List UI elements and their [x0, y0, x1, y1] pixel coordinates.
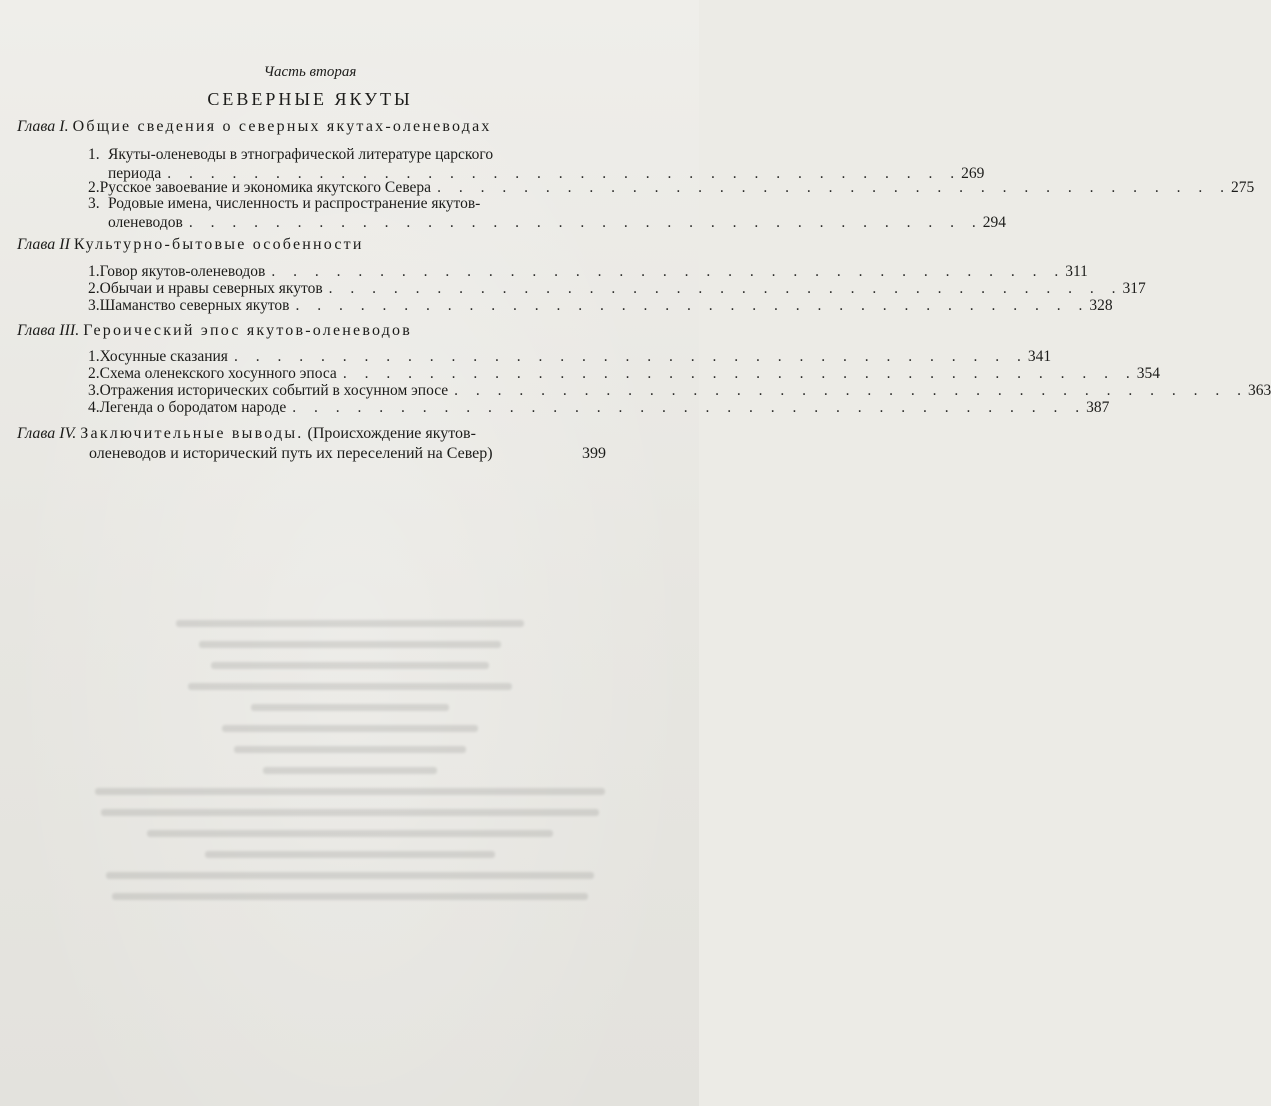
toc-entry [88, 296, 1113, 315]
entry-title: Легенда о бородатом народе [99, 399, 287, 416]
entry-number: 3. [88, 195, 100, 212]
page-number: 399 [582, 445, 606, 462]
entry-number: 3. [88, 297, 100, 314]
entry-number: 4. [88, 399, 100, 416]
part-title: СЕВЕРНЫЕ ЯКУТЫ [207, 89, 413, 109]
entry-title: Обычаи и нравы северных якутов [99, 280, 323, 297]
entry-title-continued: оленеводов [108, 214, 183, 231]
dot-leader: . . . . . . . . . . . . . . . . . . . . . . . . . . . . . . . . . . . . . [271, 263, 1066, 280]
chapter-heading-4 [17, 424, 606, 464]
entry-title: Говор якутов-оленеводов [99, 263, 266, 280]
entry-title: Родовые имена, численность и распространение якутов- [108, 195, 481, 212]
page-number: 341 [1027, 348, 1052, 365]
entry-title: Отражения исторических событий в хосунном эпосе [99, 382, 449, 399]
dot-leader: . . . . . . . . . . . . . . . . . . . . . . . . . . . . . . . . . . . . . [454, 382, 1249, 399]
chapter-heading-2 [17, 236, 577, 254]
chapter-label: Глава I. [17, 118, 69, 135]
dot-leader: . . . . . . . . . . . . . . . . . . . . . . . . . . . . . . . . . . . . . [167, 165, 962, 182]
page-number: 294 [982, 214, 1006, 231]
page-number: 311 [1065, 263, 1088, 280]
entry-title: Шаманство северных якутов [99, 297, 290, 314]
chapter-heading-1 [17, 118, 577, 136]
dot-leader: . . . . . . . . . . . . . . . . . . . . . . . . . . . . . . . . . . . . . [295, 297, 1090, 314]
chapter-title-continued: оленеводов и исторический путь их переселений на Север) [89, 445, 493, 462]
chapter-title: Героический эпос якутов-оленеводов [83, 322, 413, 339]
entry-title: Якуты-оленеводы в этнографической литературе царского [108, 146, 494, 163]
dot-leader: . . . . . . . . . . . . . . . . . . . . . . . . . . . . . . . . . . . . . [233, 348, 1028, 365]
dot-leader: . . . . . . . . . . . . . . . . . . . . . . . . . . . . . . . . . . . . . [342, 365, 1137, 382]
entry-number: 1. [88, 348, 100, 365]
page-number: 387 [1086, 399, 1110, 416]
chapter-label: Глава II [17, 236, 70, 253]
dot-leader: . . . . . . . . . . . . . . . . . . . . . . . . . . . . . . . . . . . . . [437, 179, 1231, 196]
entry-title: Русское завоевание и экономика якутского Севера [99, 179, 432, 196]
chapter-heading-3 [17, 322, 577, 340]
page-number: 354 [1136, 365, 1160, 382]
page-number: 275 [1230, 179, 1255, 196]
dot-leader: . . . . . . . . . . . . . . . . . . . . . . . . . . . . . . . . . . . . . [188, 214, 983, 231]
chapter-title: Общие сведения о северных якутах-оленеводах [72, 118, 492, 135]
entry-number: 2. [88, 365, 100, 382]
entry-number: 1. [88, 146, 100, 163]
dot-leader: . . . . . . . . . . . . . . . . . . . . . . . . . . . . . . . . . . . . . [292, 399, 1087, 416]
show-through-text [60, 620, 640, 980]
entry-number: 2. [88, 280, 100, 297]
page-number: 328 [1089, 297, 1113, 314]
chapter-title: Культурно-бытовые особенности [73, 236, 364, 253]
entry-number: 3. [88, 382, 100, 399]
chapter-label: Глава IV. [17, 425, 77, 442]
entry-number: 1. [88, 263, 100, 280]
entry-title-continued: периода [108, 165, 162, 182]
chapter-label: Глава III. [17, 322, 80, 339]
dot-leader: . . . . . . . . . . . . . . . . . . . . . . . . . . . . . . . . . . . . . [328, 280, 1123, 297]
toc-entry [88, 194, 1006, 232]
part-label: Часть вторая [263, 64, 357, 80]
page-number: 363 [1248, 382, 1271, 399]
entry-title: Хосунные сказания [99, 348, 228, 365]
toc-entry [88, 398, 1110, 417]
chapter-title-parenthetical: (Происхождение якутов- [307, 425, 476, 442]
page-number: 269 [961, 165, 985, 182]
entry-title: Схема оленекского хосунного эпоса [99, 365, 337, 382]
chapter-title: Заключительные выводы. [80, 425, 304, 442]
entry-number: 2. [88, 179, 100, 196]
page-number: 317 [1122, 280, 1146, 297]
